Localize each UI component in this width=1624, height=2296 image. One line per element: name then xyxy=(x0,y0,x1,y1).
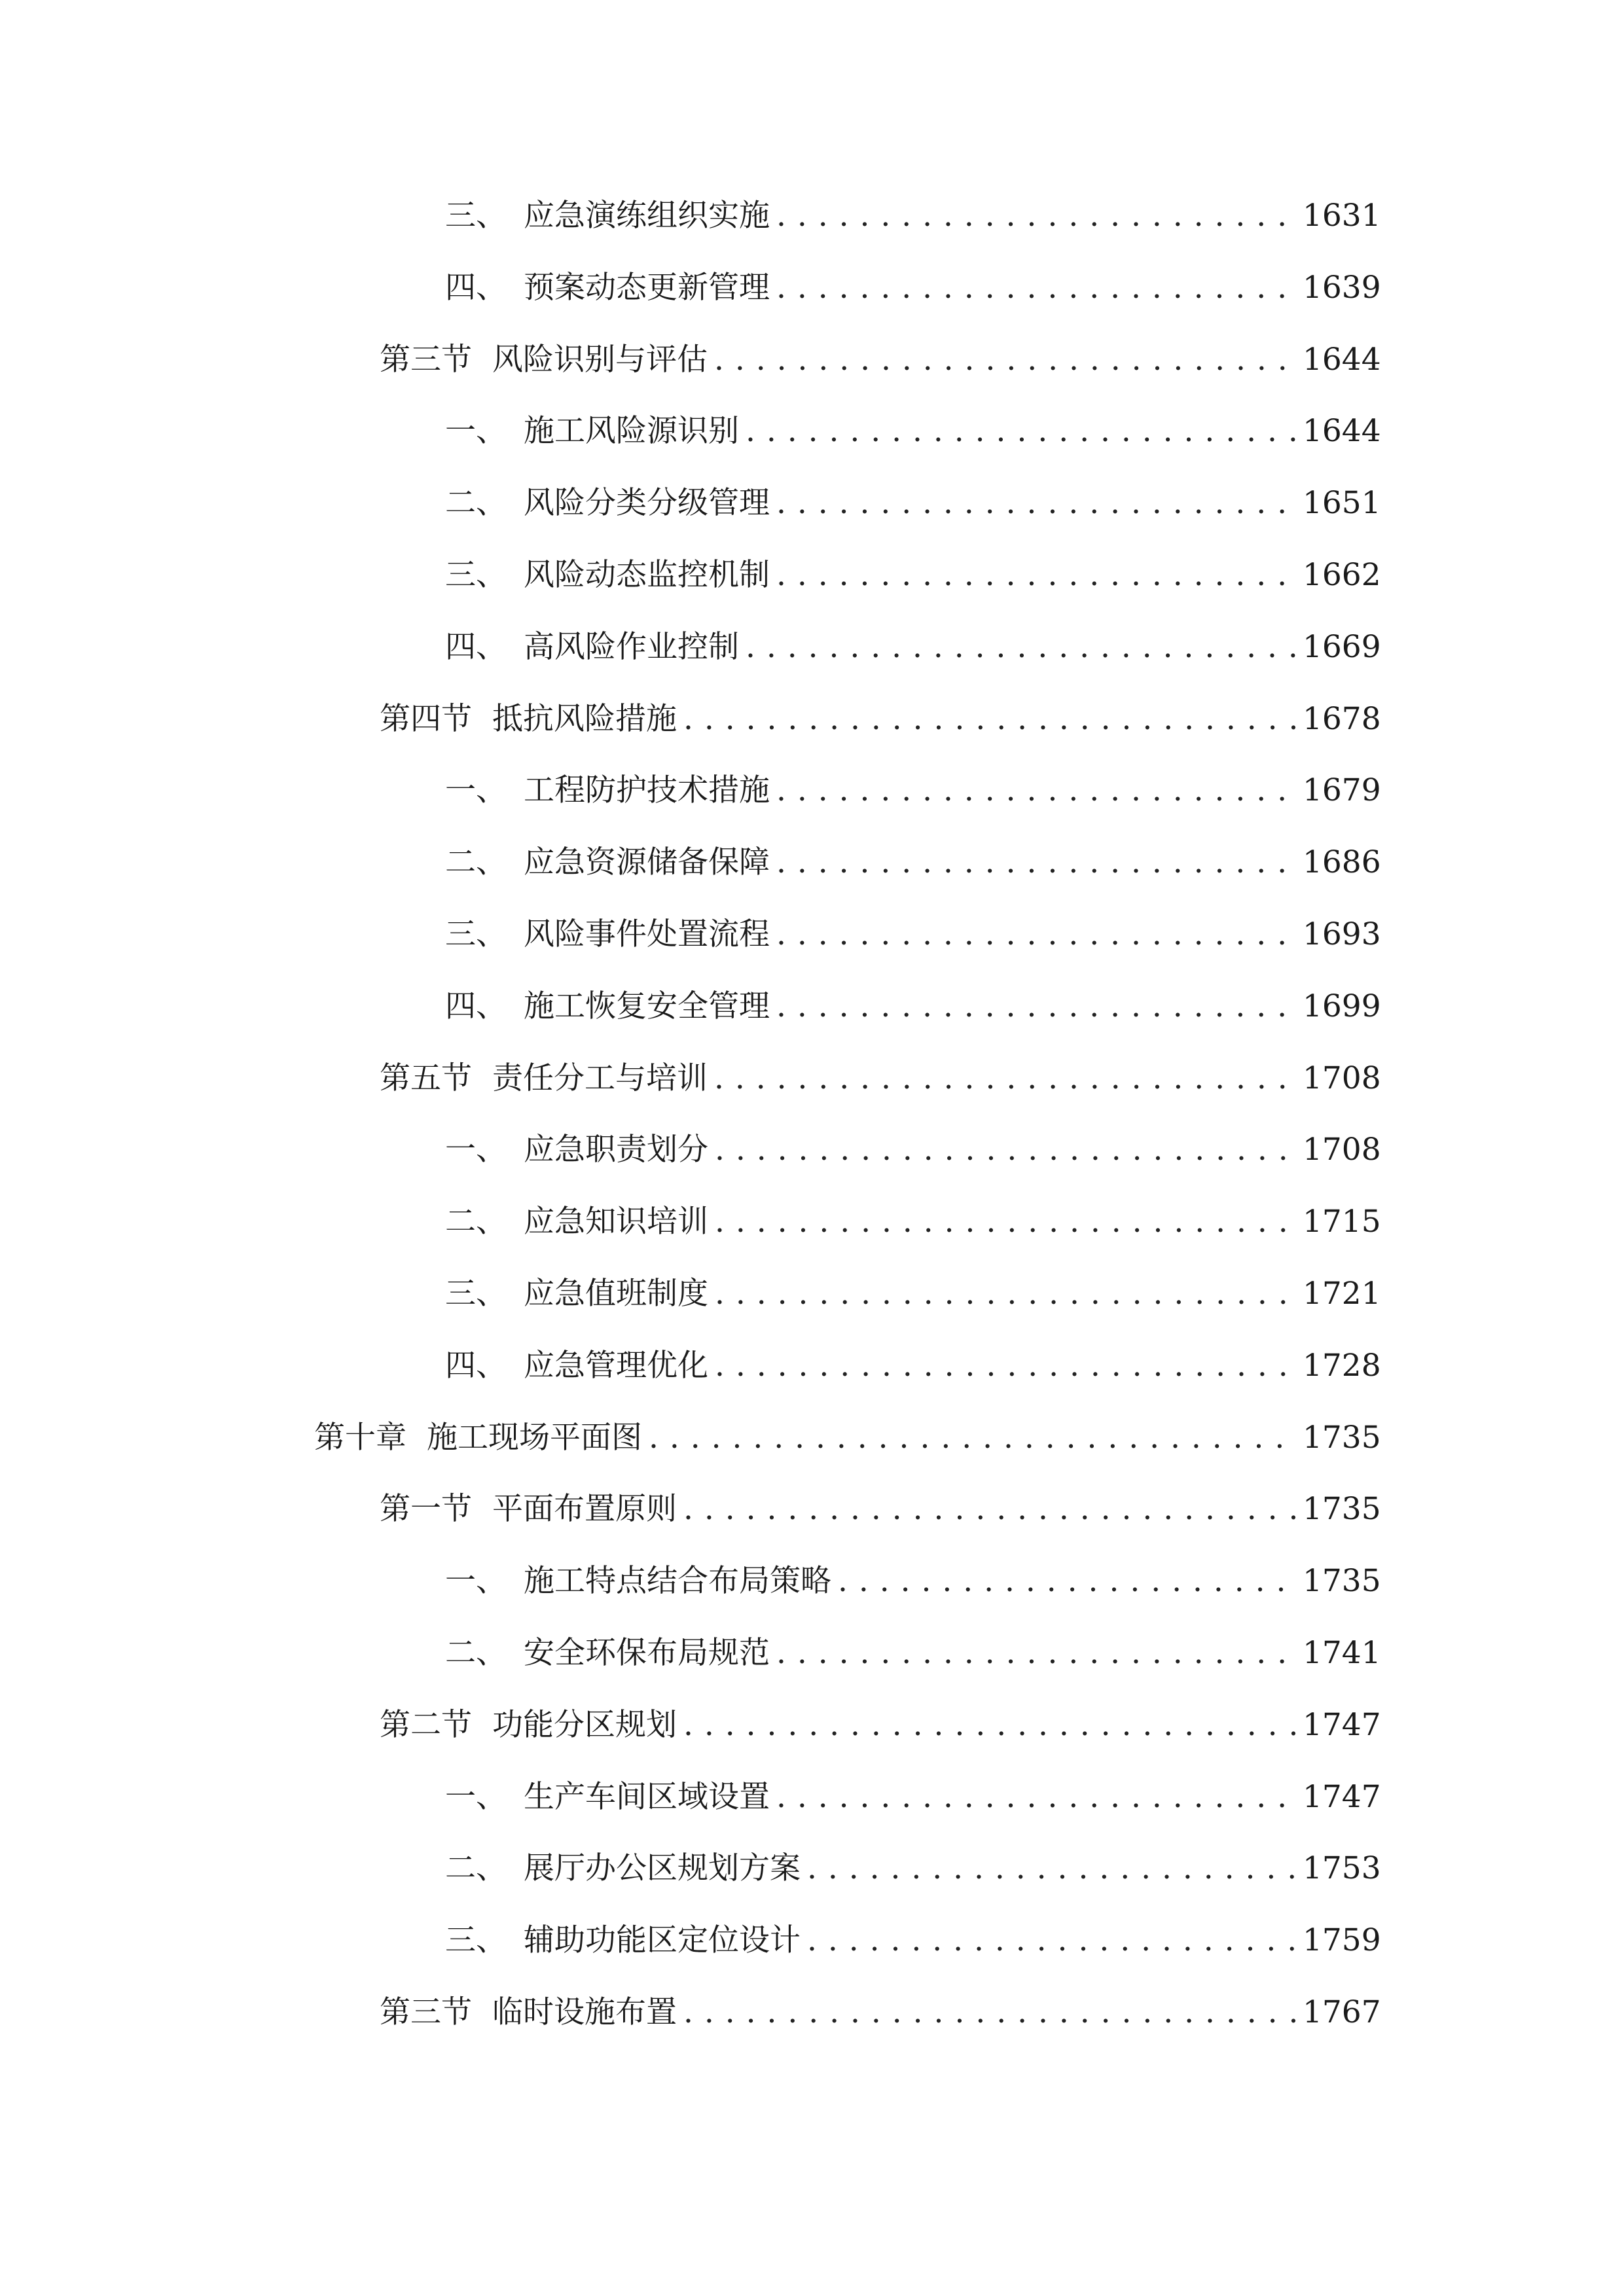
toc-entry[interactable] xyxy=(380,1056,1381,1102)
toc-entry-page-number: 1708 xyxy=(1303,1132,1381,1168)
toc-dot-leader xyxy=(683,1486,1297,1532)
toc-entry[interactable] xyxy=(445,1774,1381,1820)
toc-entry[interactable] xyxy=(445,1630,1381,1676)
toc-dot-leader xyxy=(776,912,1297,958)
toc-entry[interactable] xyxy=(380,1486,1381,1532)
toc-entry-number: 第四节 xyxy=(380,700,472,737)
toc-entry[interactable] xyxy=(314,1415,1381,1461)
toc-entry-page-number: 1747 xyxy=(1303,1706,1381,1743)
toc-entry[interactable] xyxy=(445,265,1381,311)
toc-entry-title: 应急管理优化 xyxy=(524,1347,708,1384)
toc-entry-title: 风险分类分级管理 xyxy=(524,485,770,522)
toc-entry-number: 一、 xyxy=(445,413,507,450)
toc-entry-title: 生产车间区域设置 xyxy=(524,1778,770,1815)
toc-entry-title: 风险动态监控机制 xyxy=(524,557,770,593)
toc-entry[interactable] xyxy=(445,912,1381,958)
toc-dot-leader xyxy=(683,696,1297,742)
toc-dot-leader xyxy=(776,552,1297,598)
toc-entry-title: 预案动态更新管理 xyxy=(524,269,770,306)
toc-entry-title: 施工风险源识别 xyxy=(524,413,739,450)
toc-entry-number: 二、 xyxy=(445,1850,507,1887)
toc-dot-leader xyxy=(683,1702,1297,1748)
toc-entry-page-number: 1699 xyxy=(1303,988,1381,1024)
toc-entry-title: 施工特点结合布局策略 xyxy=(524,1563,831,1600)
toc-entry-title: 工程防护技术措施 xyxy=(524,772,770,809)
toc-dot-leader xyxy=(746,624,1297,670)
toc-entry-title: 应急资源储备保障 xyxy=(524,844,770,881)
toc-entry-page-number: 1678 xyxy=(1303,700,1381,737)
toc-dot-leader xyxy=(807,1846,1297,1892)
toc-entry-number: 第三节 xyxy=(380,1994,472,2030)
toc-entry[interactable] xyxy=(445,1343,1381,1389)
toc-dot-leader xyxy=(807,1918,1297,1964)
toc-entry-page-number: 1644 xyxy=(1303,413,1381,450)
toc-dot-leader xyxy=(715,1271,1297,1317)
toc-entry-page-number: 1759 xyxy=(1303,1922,1381,1959)
toc-entry-number: 二、 xyxy=(445,1204,507,1240)
toc-entry-number: 第三节 xyxy=(380,341,472,378)
toc-entry-title: 应急演练组织实施 xyxy=(524,198,770,234)
toc-entry-page-number: 1693 xyxy=(1303,916,1381,952)
toc-entry[interactable] xyxy=(380,1990,1381,2036)
toc-dot-leader xyxy=(838,1558,1297,1604)
toc-entry-page-number: 1735 xyxy=(1303,1563,1381,1600)
toc-dot-leader xyxy=(776,984,1297,1030)
toc-entry[interactable] xyxy=(445,840,1381,886)
toc-dot-leader xyxy=(714,337,1297,383)
toc-entry[interactable] xyxy=(445,1127,1381,1173)
toc-entry[interactable] xyxy=(445,1918,1381,1964)
toc-entry[interactable] xyxy=(445,1199,1381,1245)
toc-entry-page-number: 1639 xyxy=(1303,269,1381,306)
toc-entry-title: 风险事件处置流程 xyxy=(524,916,770,952)
toc-entry[interactable] xyxy=(445,1271,1381,1317)
toc-entry-number: 一、 xyxy=(445,1778,507,1815)
toc-entry-page-number: 1662 xyxy=(1303,557,1381,593)
toc-dot-leader xyxy=(715,1199,1297,1245)
toc-entry-number: 三、 xyxy=(445,916,507,952)
toc-entry[interactable] xyxy=(445,408,1381,454)
toc-entry[interactable] xyxy=(445,984,1381,1030)
toc-entry-page-number: 1651 xyxy=(1303,485,1381,522)
toc-entry-number: 三、 xyxy=(445,198,507,234)
toc-entry-number: 第一节 xyxy=(380,1491,472,1528)
toc-entry[interactable] xyxy=(380,337,1381,383)
toc-entry-title: 安全环保布局规范 xyxy=(524,1635,770,1671)
toc-entry-title: 平面布置原则 xyxy=(492,1491,677,1528)
toc-dot-leader xyxy=(715,1343,1297,1389)
toc-entry-title: 抵抗风险措施 xyxy=(492,700,677,737)
toc-entry[interactable] xyxy=(445,1558,1381,1604)
toc-entry-number: 一、 xyxy=(445,1563,507,1600)
toc-entry-page-number: 1686 xyxy=(1303,844,1381,881)
toc-entry-page-number: 1735 xyxy=(1303,1491,1381,1528)
toc-entry-title: 辅助功能区定位设计 xyxy=(524,1922,801,1959)
toc-entry-number: 四、 xyxy=(445,1347,507,1384)
toc-entry-page-number: 1767 xyxy=(1303,1994,1381,2030)
toc-entry-number: 第二节 xyxy=(380,1706,472,1743)
toc-dot-leader xyxy=(776,265,1297,311)
toc-entry-page-number: 1631 xyxy=(1303,198,1381,234)
toc-entry[interactable] xyxy=(445,1846,1381,1892)
toc-entry-number: 二、 xyxy=(445,485,507,522)
toc-entry[interactable] xyxy=(445,480,1381,526)
toc-entry-page-number: 1644 xyxy=(1303,341,1381,378)
toc-entry-title: 临时设施布置 xyxy=(492,1994,677,2030)
toc-entry-title: 应急知识培训 xyxy=(524,1204,708,1240)
toc-entry-title: 高风险作业控制 xyxy=(524,628,739,665)
toc-entry-number: 第十章 xyxy=(314,1419,406,1456)
toc-entry-page-number: 1669 xyxy=(1303,628,1381,665)
toc-dot-leader xyxy=(746,408,1297,454)
toc-entry-page-number: 1747 xyxy=(1303,1778,1381,1815)
toc-entry-number: 三、 xyxy=(445,1276,507,1312)
toc-entry-number: 四、 xyxy=(445,988,507,1024)
toc-entry[interactable] xyxy=(445,768,1381,814)
toc-dot-leader xyxy=(776,768,1297,814)
toc-entry-page-number: 1715 xyxy=(1303,1204,1381,1240)
toc-entry-number: 一、 xyxy=(445,772,507,809)
toc-entry[interactable] xyxy=(445,624,1381,670)
toc-entry-page-number: 1741 xyxy=(1303,1635,1381,1671)
toc-entry-title: 应急职责划分 xyxy=(524,1132,708,1168)
toc-dot-leader xyxy=(776,1774,1297,1820)
toc-dot-leader xyxy=(776,840,1297,886)
toc-entry-number: 一、 xyxy=(445,1132,507,1168)
toc-entry[interactable] xyxy=(445,552,1381,598)
toc-entry-number: 第五节 xyxy=(380,1060,472,1096)
toc-entry-page-number: 1679 xyxy=(1303,772,1381,809)
toc-dot-leader xyxy=(715,1127,1297,1173)
toc-entry-number: 二、 xyxy=(445,1635,507,1671)
toc-entry-title: 功能分区规划 xyxy=(492,1706,677,1743)
toc-entry-page-number: 1721 xyxy=(1303,1276,1381,1312)
toc-entry[interactable] xyxy=(380,1702,1381,1748)
toc-entry-title: 施工恢复安全管理 xyxy=(524,988,770,1024)
toc-dot-leader xyxy=(714,1056,1297,1102)
toc-dot-leader xyxy=(776,1630,1297,1676)
toc-dot-leader xyxy=(776,480,1297,526)
toc-dot-leader xyxy=(683,1990,1297,2036)
toc-entry-number: 三、 xyxy=(445,557,507,593)
toc-dot-leader xyxy=(649,1415,1297,1461)
toc-entry[interactable] xyxy=(445,193,1381,239)
toc-entry-title: 应急值班制度 xyxy=(524,1276,708,1312)
toc-entry-page-number: 1753 xyxy=(1303,1850,1381,1887)
toc-entry-number: 三、 xyxy=(445,1922,507,1959)
toc-dot-leader xyxy=(776,193,1297,239)
toc-entry-title: 风险识别与评估 xyxy=(492,341,708,378)
toc-entry-title: 施工现场平面图 xyxy=(427,1419,642,1456)
toc-entry-page-number: 1735 xyxy=(1303,1419,1381,1456)
toc-entry-number: 二、 xyxy=(445,844,507,881)
toc-entry-title: 展厅办公区规划方案 xyxy=(524,1850,801,1887)
toc-entry-title: 责任分工与培训 xyxy=(492,1060,708,1096)
toc-entry-page-number: 1728 xyxy=(1303,1347,1381,1384)
toc-entry-number: 四、 xyxy=(445,269,507,306)
toc-entry[interactable] xyxy=(380,696,1381,742)
toc-entry-number: 四、 xyxy=(445,628,507,665)
toc-entry-page-number: 1708 xyxy=(1303,1060,1381,1096)
